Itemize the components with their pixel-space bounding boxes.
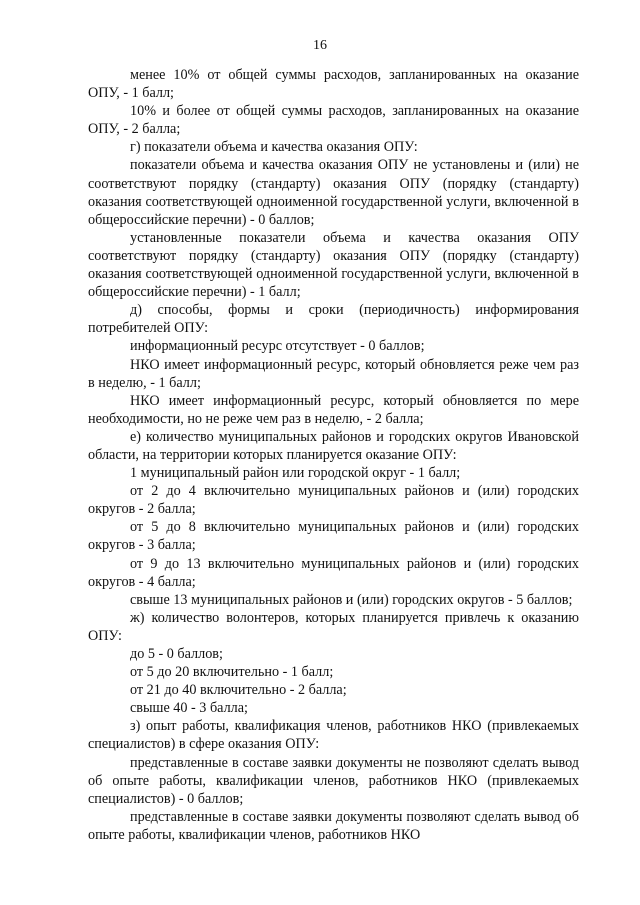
paragraph: свыше 13 муниципальных районов и (или) городских округов - 5 баллов; [130,591,573,608]
paragraph: от 5 до 20 включительно - 1 балл; [130,664,334,681]
paragraph: установленные показатели объема и качества оказания ОПУ соответствуют порядку (стандарту) оказания ОПУ (порядку (стандарту) оказания соответствующей одноименной государственной услуги, включенной в общероссийские перечни) - 1 балл; [88,229,579,301]
paragraph: д) способы, формы и сроки (периодичность) информирования потребителей ОПУ: [88,302,579,337]
paragraph: от 21 до 40 включительно - 2 балла; [130,682,347,699]
paragraph: 10% и более от общей суммы расходов, запланированных на оказание ОПУ, - 2 балла; [88,103,579,138]
paragraph: представленные в составе заявки документы не позволяют сделать вывод об опыте работы, квалификации членов, работников НКО (привлекаемых специалистов) - 0 баллов; [88,754,579,807]
paragraph: ж) количество волонтеров, которых планируется привлечь к оказанию ОПУ: [88,609,579,644]
paragraph: НКО имеет информационный ресурс, который обновляется реже чем раз в неделю, - 1 балл; [88,356,579,391]
paragraph: свыше 40 - 3 балла; [130,700,248,717]
paragraph: от 9 до 13 включительно муниципальных районов и (или) городских округов - 4 балла; [88,555,579,590]
paragraph: з) опыт работы, квалификация членов, работников НКО (привлекаемых специалистов) в сфере оказания ОПУ: [88,718,579,753]
paragraph: от 5 до 8 включительно муниципальных районов и (или) городских округов - 3 балла; [88,519,579,554]
paragraph: информационный ресурс отсутствует - 0 баллов; [130,338,425,355]
paragraph: представленные в составе заявки документы позволяют сделать вывод об опыте работы, квалификации членов, работников НКО [88,808,579,843]
document-body [88,66,579,844]
paragraph: НКО имеет информационный ресурс, который обновляется по мере необходимости, но не реже чем раз в неделю, - 2 балла; [88,392,579,427]
paragraph: менее 10% от общей суммы расходов, запланированных на оказание ОПУ, - 1 балл; [88,67,579,102]
paragraph: от 2 до 4 включительно муниципальных районов и (или) городских округов - 2 балла; [88,483,579,518]
paragraph: г) показатели объема и качества оказания ОПУ: [130,139,418,156]
page-number: 16 [313,38,327,53]
paragraph: 1 муниципальный район или городской округ - 1 балл; [130,465,461,482]
paragraph: показатели объема и качества оказания ОПУ не установлены и (или) не соответствуют порядку (стандарту) оказания ОПУ (порядку (стандарту) оказания соответствующей одноименной государственной услуги, включенной в общероссийские перечни) - 0 баллов; [88,157,579,228]
paragraph: е) количество муниципальных районов и городских округов Ивановской области, на территории которых планируется оказание ОПУ: [88,428,579,463]
paragraph: до 5 - 0 баллов; [130,646,223,662]
